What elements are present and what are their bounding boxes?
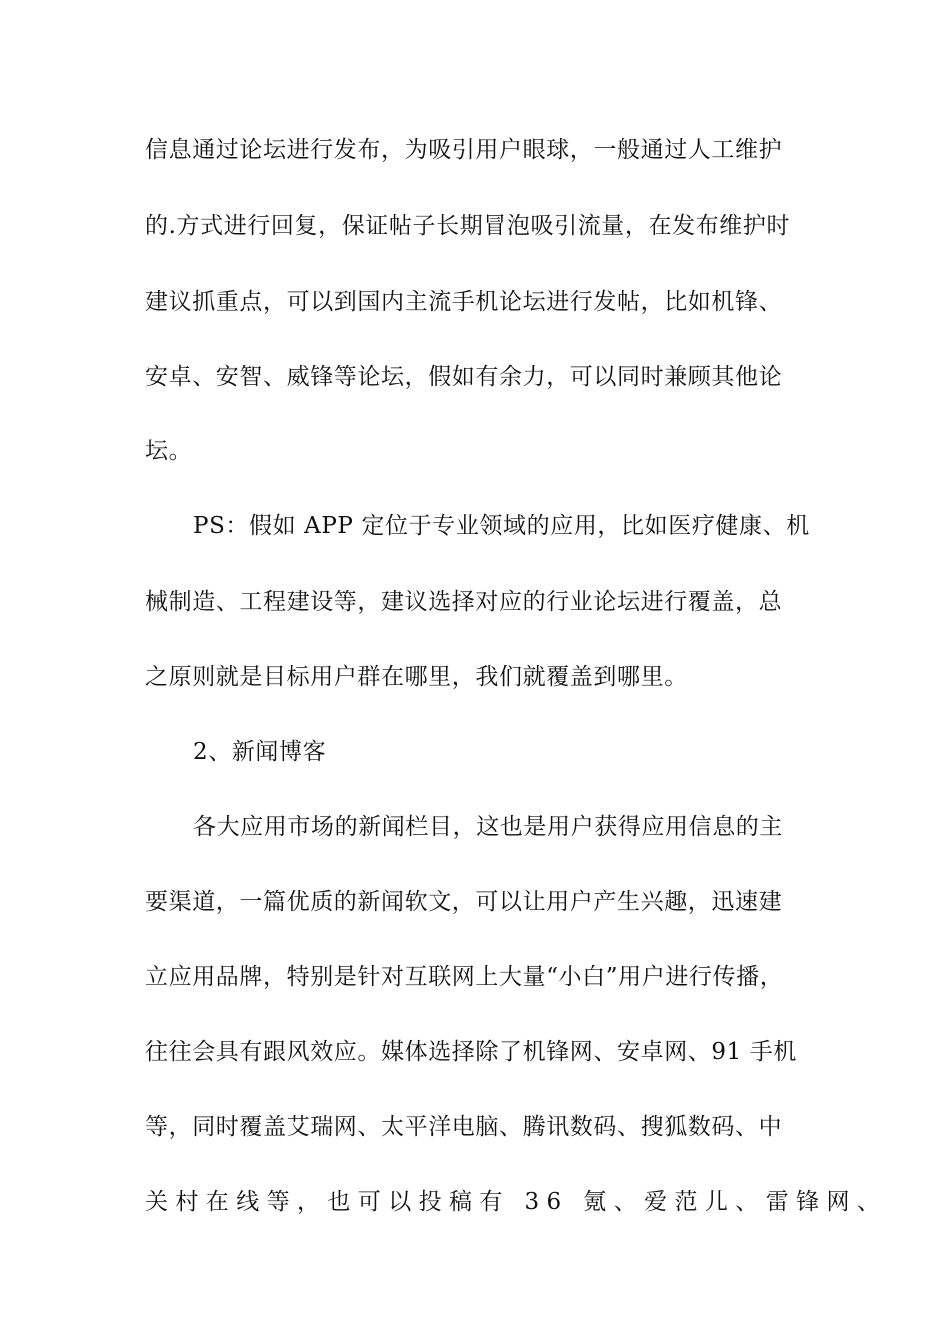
text-line: 往往会具有跟风效应。媒体选择除了机锋网、安卓网、91 手机 <box>145 1039 797 1065</box>
text-line: 关村在线等，也可以投稿有 36 氪、爱范儿、雷锋网、 <box>145 1189 888 1215</box>
text-line: 械制造、工程建设等，建议选择对应的行业论坛进行覆盖，总 <box>145 589 783 615</box>
text-line: 的.方式进行回复，保证帖子长期冒泡吸引流量，在发布维护时 <box>145 213 791 239</box>
text-line: 等，同时覆盖艾瑞网、太平洋电脑、腾讯数码、搜狐数码、中 <box>145 1114 783 1140</box>
text-line: 之原则就是目标用户群在哪里，我们就覆盖到哪里。 <box>145 664 688 690</box>
text-line: 建议抓重点，可以到国内主流手机论坛进行发帖，比如机锋、 <box>145 289 783 315</box>
text-line: 安卓、安智、威锋等论坛，假如有余力，可以同时兼顾其他论 <box>145 364 783 390</box>
text-line: 坛。 <box>145 438 193 464</box>
text-line: 信息通过论坛进行发布，为吸引用户眼球，一般通过人工维护 <box>145 137 783 163</box>
text-line: 各大应用市场的新闻栏目，这也是用户获得应用信息的主 <box>193 814 783 840</box>
text-line: 立应用品牌，特别是针对互联网上大量“小白”用户进行传播， <box>145 964 784 990</box>
text-line: PS：假如 APP 定位于专业领域的应用，比如医疗健康、机 <box>193 513 810 539</box>
section-heading: 2、新闻博客 <box>193 739 327 765</box>
text-line: 要渠道，一篇优质的新闻软文，可以让用户产生兴趣，迅速建 <box>145 889 783 915</box>
